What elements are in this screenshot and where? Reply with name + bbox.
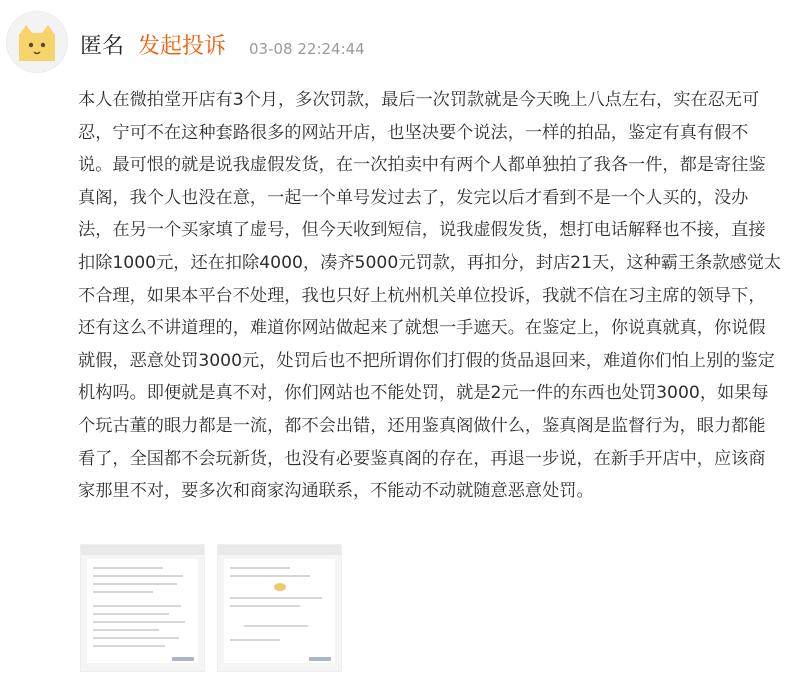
post-timestamp: 03-08 22:24:44 [249, 40, 365, 58]
post-body: 本人在微拍堂开店有3个月，多次罚款，最后一次罚款就是今天晚上八点左右，实在忍无可忍，宁可不在这种套路很多的网站开店，也坚决要个说法，一样的拍品，鉴定有真有假不说。最可恨的就是说我虚假发货，在一次拍卖中有两个人都单独拍了我各一件，都是寄往鉴真阁，我个人也没在意，一起一个单号发过去了，发完以后才看到不是一个人买的，没办法，在另一个买家填了虚号，但今天收到短信，说我虚假发货，想打电话解释也不接，直接扣除1000元，还在扣除4000，凑齐5000元罚款，再扣分，封店21天，这种霸王条款感觉太不合理，如果本平台不处理，我也只好上杭州机关单位投诉，我就不信在习主席的领导下，还有这么不讲道理的，难道你网站做起来了就想一手遮天。在鉴定上，你说真就真，你说假就假，恶意处罚3000元，处罚后也不把所谓你们打假的货品退回来，难道你们怕上别的鉴定机构吗。即便就是真不对，你们网站也不能处罚，就是2元一件的东西也处罚3000，如果每个玩古董的眼力都是一流，都不会出错，还用鉴真阁做什么，鉴真阁是监督行为，眼力都能看了，全国都不会玩新货，也没有必要鉴真阁的存在，再退一步说，在新手开店中，应该商家那里不对，要多次和商家沟通联系，不能动不动就随意恶意处罚。 [78, 90, 782, 502]
cat-icon [6, 11, 68, 73]
post-header [0, 0, 804, 92]
thumbnail-topbar [218, 545, 341, 555]
watermark-logo [172, 657, 194, 661]
thumbnail-emoji [274, 583, 286, 591]
thumbnail-topbar [81, 545, 204, 555]
attachment-thumbnail-2[interactable] [217, 544, 342, 672]
avatar[interactable] [6, 11, 68, 73]
attachment-thumbnail-1[interactable] [80, 544, 205, 672]
watermark-logo [309, 657, 331, 661]
thumbnail-page [87, 559, 198, 663]
thumbnail-page [224, 559, 335, 663]
author-name: 匿名 [80, 34, 125, 59]
complaint-link[interactable]: 发起投诉 [138, 34, 227, 59]
